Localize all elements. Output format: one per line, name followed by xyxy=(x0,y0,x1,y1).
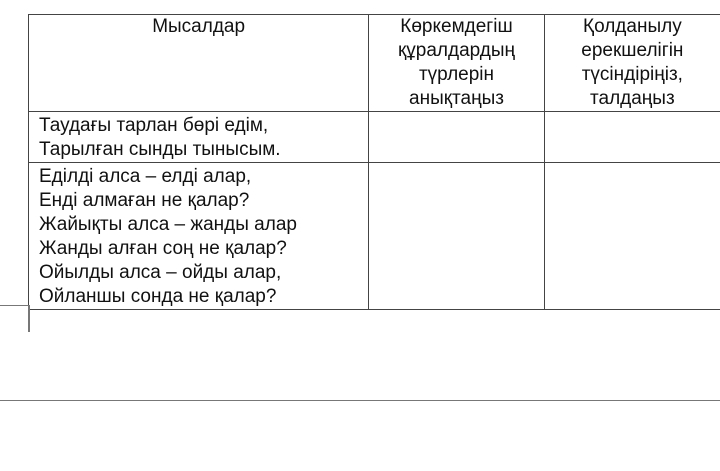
usage-answer-cell[interactable] xyxy=(544,163,720,310)
example-line: Ойылды алса – ойды алар, xyxy=(39,262,282,283)
device-type-answer-cell[interactable] xyxy=(369,112,544,163)
header-usage-line-2: ерекшелігін xyxy=(581,40,684,61)
table-row xyxy=(29,163,720,310)
header-usage-line-1: Қолданылу xyxy=(583,16,682,37)
example-line: Еділді алса – елді алар, xyxy=(39,166,252,187)
header-device-types-line-4: анықтаңыз xyxy=(409,88,504,109)
example-cell xyxy=(29,163,369,310)
example-cell xyxy=(29,112,369,163)
example-line: Ойланшы сонда не қалар? xyxy=(39,286,277,307)
example-line: Жайықты алса – жанды алар xyxy=(39,214,297,235)
stray-rule-vertical xyxy=(28,305,30,332)
header-device-types-line-3: түрлерін xyxy=(418,64,495,85)
header-device-types-line-2: құралдардың xyxy=(397,40,516,61)
header-examples-label: Мысалдар xyxy=(152,16,246,37)
device-type-answer-cell[interactable] xyxy=(369,163,544,310)
header-usage-line-4: талдаңыз xyxy=(590,88,675,109)
header-device-types xyxy=(369,15,544,112)
example-line: Тарылған сынды тынысым. xyxy=(39,139,281,160)
page-divider-line xyxy=(0,400,720,401)
stray-rule-left xyxy=(0,305,30,306)
header-device-types-line-1: Көркемдегіш xyxy=(400,16,513,37)
header-examples xyxy=(29,15,369,112)
example-line: Жанды алған соң не қалар? xyxy=(39,238,287,259)
example-line: Енді алмаған не қалар? xyxy=(39,190,250,211)
header-row xyxy=(29,15,720,112)
header-usage-analysis xyxy=(544,15,720,112)
table-row xyxy=(29,112,720,163)
example-line: Таудағы тарлан бөрі едім, xyxy=(39,115,269,136)
usage-answer-cell[interactable] xyxy=(544,112,720,163)
header-usage-line-3: түсіндіріңіз, xyxy=(581,64,683,85)
literary-devices-table xyxy=(28,14,720,310)
